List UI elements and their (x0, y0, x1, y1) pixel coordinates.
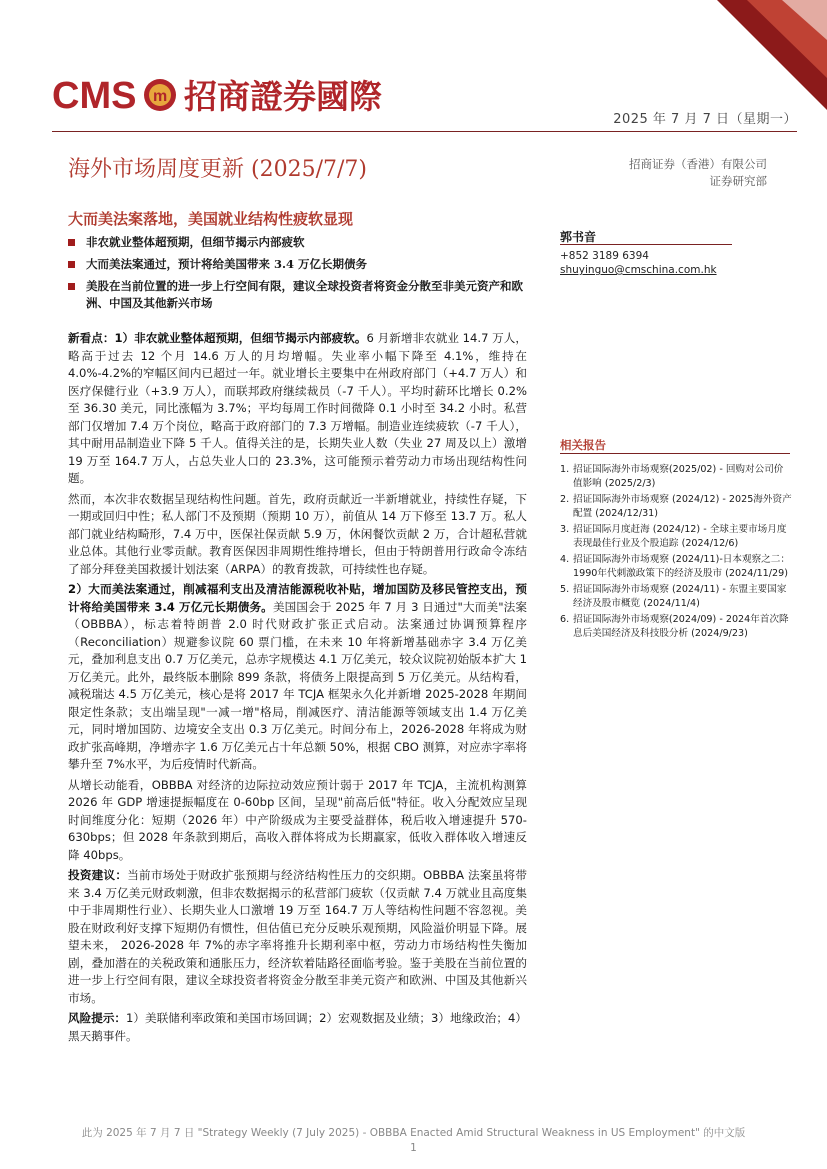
paragraph-investment-advice: 投资建议：当前市场处于财政扩张预期与经济结构性压力的交织期。OBBBA 法案虽将带来 3.4 万亿美元财政刺激，但非农数据揭示的私营部门疲软（仅贡献 7.4 万就业且高度集中于非周期性行业）、长期失业人口激增 19 万至 164.7 万人等结构性问题不容忽视。美股在财政利好支撑下短期仍有惯性，但估值已充分反映乐观预期，风险溢价明显下降。展望未来， 2026-2028 年 7%的赤字率将推升长期利率中枢，劳动力市场结构性失衡加剧，叠加潜在的关税政策和通胀压力，经济软着陆路径面临考验。鉴于美股在当前位置的进一步上行空间有限，建议全球投资者将资金分散至非美元资产和欧洲、中国及其他新兴市场。 (68, 868, 527, 1005)
key-point (68, 234, 528, 251)
related-report-item[interactable]: 6. 招证国际海外市场观察(2024/09) - 2024年首次降息后美国经济及科技股分析 (2024/9/23) (560, 614, 789, 639)
paragraph-growth: 从增长动能看，OBBBA 对经济的边际拉动效应预计弱于 2017 年 TCJA，主流机构测算 2026 年 GDP 增速提振幅度在 0-60bp 区间，呈现"前高后低"特征。收入分配效应呈现时间维度分化：短期（2026 年）中产阶级成为主要受益群体，税后收入增速提升 570-630bps；但 2028 年条款到期后，高收入群体将成为长期赢家，低收入群体收入增速反降 40bps。 (68, 777, 527, 862)
key-point (68, 278, 528, 312)
paragraph-risks: 风险提示：1）美联储利率政策和美国市场回调；2）宏观数据及业绩；3）地缘政治；4）黑天鹅事件。 (68, 1011, 527, 1043)
org-info (629, 156, 767, 190)
logo-cn-text: 招商證券國際 (184, 77, 382, 116)
bullet-square-icon (68, 261, 75, 268)
report-body (68, 330, 527, 1048)
bullet-square-icon (68, 283, 75, 290)
corner-decoration (597, 0, 827, 110)
related-report-item[interactable]: 3. 招证国际月度赶海 (2024/12) - 全球主要市场月度表现最佳行业及个股追踪 (2024/12/6) (560, 524, 787, 549)
analyst-divider (560, 244, 732, 245)
related-report-item[interactable]: 2. 招证国际海外市场观察 (2024/12) - 2025海外资产配置 (2024/12/31) (560, 494, 792, 519)
company-logo (52, 70, 412, 116)
related-reports-list (560, 463, 792, 643)
related-report-item[interactable]: 4. 招证国际海外市场观察 (2024/11)-日本观察之二：1990年代刺激政策下的经济及股市 (2024/11/29) (560, 554, 790, 579)
key-point-text: 非农就业整体超预期，但细节揭示内部疲软 (86, 235, 305, 249)
org-name: 招商证券（香港）有限公司 (629, 157, 767, 171)
footer-note: 此为 2025 年 7 月 7 日 "Strategy Weekly (7 July 2025) - OBBBA Enacted Amid Structural Weakness in US Employment" 的中文版 (81, 1127, 746, 1139)
key-point (68, 256, 528, 273)
org-department: 证券研究部 (709, 174, 767, 188)
related-report-item[interactable]: 1. 招证国际海外市场观察(2025/02) - 回购对公司价值影响 (2025/2/3) (560, 464, 784, 489)
paragraph-highlights: 新看点：1）非农就业整体超预期，但细节揭示内部疲软。6 月新增非农就业 14.7 万人，略高于过去 12 个月 14.6 万人的月均增幅。失业率小幅下降至 4.1%，维持在 4.0%-4.2%的窄幅区间内已超过一年。就业增长主要集中在州政府部门（+4.7 万人）和医疗保健行业（+3.9 万人），而联邦政府继续裁员（-7 千人）。平均时薪环比增长 0.2%至 36.30 美元，同比涨幅为 3.7%；平均每周工作时间微降 0.1 小时至 34.2 小时。私营部门仅增加 7.4 万个岗位，略高于政府部门的 7.3 万增幅。制造业连续疲软（-7 千人），其中耐用品制造业下降 5 千人。值得关注的是，长期失业人数（失业 27 周及以上）激增 19 万至 164.7 万人，占总失业人口的 23.3%，这可能预示着劳动力市场出现结构性问题。 (68, 331, 527, 485)
key-point-text: 美股在当前位置的进一步上行空间有限，建议全球投资者将资金分散至非美元资产和欧洲、中国及其他新兴市场 (86, 279, 523, 310)
page-number: 1 (410, 1142, 417, 1154)
related-reports-title: 相关报告 (560, 438, 606, 452)
paragraph-obbba: 2）大而美法案通过，削减福利支出及清洁能源税收补贴，增加国防及移民管控支出，预计将给美国带来 3.4 万亿元长期债务。美国国会于 2025 年 7 月 3 日通过"大而美"法案（OBBBA），标志着特朗普 2.0 时代财政扩张正式启动。法案通过协调预算程序（Reconciliation）规避参议院 60 票门槛，在未来 10 年将新增基础赤字 3.4 万亿美元，叠加利息支出 0.7 万亿美元，总赤字规模达 4.1 万亿美元，较众议院初始版本扩大 1 万亿美元。此外，最终版本删除 899 条款，将债务上限提高到 5 万亿美元。从结构看，减税瑞达 4.5 万亿美元，核心是将 2017 年 TCJA 框架永久化并新增 2025-2028 年期间限定性条款；支出端呈现"一减一增"格局，削减医疗、清洁能源等领域支出 1.4 万亿美元，同时增加国防、边境安全支出 0.3 万亿美元。时间分布上，2026-2028 年将成为财政扩张高峰期，净增赤字 1.6 万亿美元占十年总额 50%，根据 CBO 测算，对应赤字率将攀升至 7%水平，为后疫情时代新高。 (68, 582, 527, 771)
paragraph-payroll-structure: 然而，本次非农数据呈现结构性问题。首先，政府贡献近一半新增就业，持续性存疑，下一期或回归中性；私人部门不及预期（预期 10 万），前值从 14 万下修至 13.7 万。私人部门就业结构畸形，7.4 万中，医保社保贡献 5.9 万，休闲餐饮贡献 2 万，合计超私营就业总体。其他行业零贡献。教育医保因非周期性维持增长，但由于特朗普用行政命令冻结了部分拜登美国救援计划法案（ARPA）的教育拨款，可持续性也存疑。 (68, 491, 527, 576)
analyst-phone: +852 3189 6394 (560, 250, 649, 262)
related-divider (560, 453, 790, 454)
related-report-item[interactable]: 5. 招证国际海外市场观察 (2024/11) - 东盟主要国家经济及股市概览 (2024/11/4) (560, 584, 787, 609)
header-divider (52, 131, 797, 132)
key-points (68, 234, 528, 317)
key-point-text: 大而美法案通过，预计将给美国带来 3.4 万亿长期债务 (86, 257, 368, 271)
analyst-email-link[interactable]: shuyinguo@cmschina.com.hk (560, 264, 717, 276)
logo-cms-text: CMS (52, 75, 137, 116)
analyst-name: 郭书音 (560, 230, 597, 244)
svg-text:m: m (153, 88, 168, 105)
report-title: 海外市场周度更新 (2025/7/7) (68, 157, 367, 182)
headline: 大而美法案落地，美国就业结构性疲软显现 (68, 210, 354, 228)
report-date: 2025 年 7 月 7 日（星期一） (613, 112, 797, 127)
bullet-square-icon (68, 239, 75, 246)
